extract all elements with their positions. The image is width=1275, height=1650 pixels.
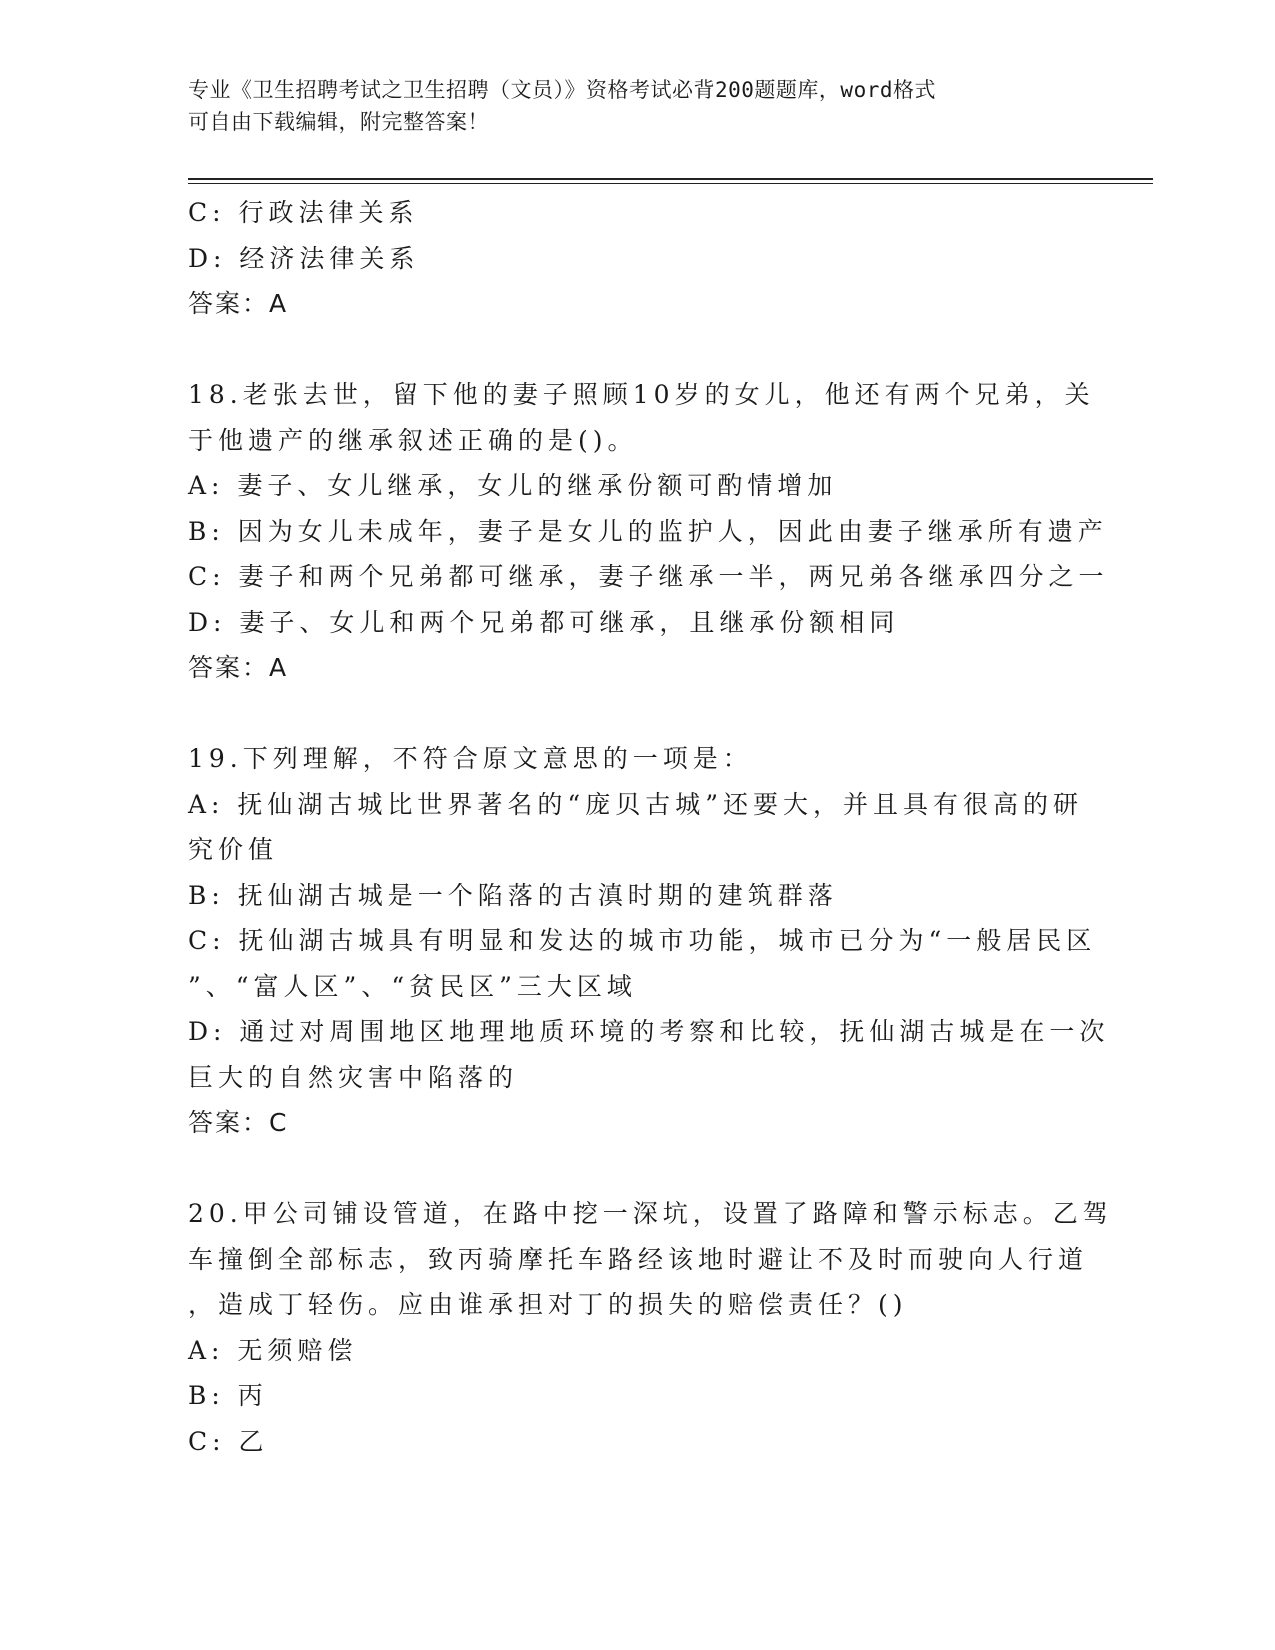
- option-a-cont: 究价值: [188, 835, 279, 864]
- option-c: C: 行政法律关系: [188, 198, 419, 227]
- question-20: [188, 1191, 1113, 1464]
- header-rule-thick: [188, 178, 1153, 180]
- question-17-tail: [188, 190, 1068, 327]
- question-list: [188, 190, 1113, 1464]
- answer-label: 答案：C: [188, 1108, 289, 1137]
- question-stem-cont: 车撞倒全部标志，致丙骑摩托车路经该地时避让不及时而驶向人行道: [188, 1244, 1089, 1274]
- question-stem: 19.下列理解，不符合原文意思的一项是：: [188, 744, 753, 773]
- option-d: D: 通过对周围地区地理地质环境的考察和比较，抚仙湖古城是在一次: [188, 1017, 1110, 1046]
- header-rule-thin: [188, 183, 1153, 184]
- option-d: D: 妻子、女儿和两个兄弟都可继承，且继承份额相同: [188, 607, 900, 637]
- question-stem-cont: 于他遗产的继承叙述正确的是()。: [188, 425, 638, 455]
- option-d: D: 经济法律关系: [188, 243, 420, 273]
- option-c: C: 妻子和两个兄弟都可继承，妻子继承一半，两兄弟各继承四分之一: [188, 562, 1109, 591]
- question-19: [188, 736, 1110, 1146]
- document-header: [188, 74, 1078, 138]
- option-b: B: 因为女儿未成年，妻子是女儿的监护人，因此由妻子继承所有遗产: [188, 516, 1108, 546]
- option-c: C: 乙: [188, 1426, 269, 1456]
- header-line-1: 专业《卫生招聘考试之卫生招聘（文员）》资格考试必背200题题库，word格式: [188, 78, 936, 102]
- question-stem: 20.甲公司铺设管道，在路中挖一深坑，设置了路障和警示标志。乙驾: [188, 1199, 1113, 1228]
- option-a: A: 抚仙湖古城比世界著名的“庞贝古城”还要大，并且具有很高的研: [188, 789, 1083, 819]
- option-c: C: 抚仙湖古城具有明显和发达的城市功能，城市已分为“一般居民区: [188, 926, 1097, 955]
- question-18: [188, 372, 1109, 691]
- question-stem: 18.老张去世，留下他的妻子照顾10岁的女儿，他还有两个兄弟，关: [188, 380, 1095, 409]
- option-b: B: 抚仙湖古城是一个陷落的古滇时期的建筑群落: [188, 880, 838, 910]
- option-a: A: 妻子、女儿继承，女儿的继承份额可酌情增加: [188, 471, 838, 500]
- option-b: B: 丙: [188, 1381, 268, 1410]
- option-a: A: 无须赔偿: [188, 1335, 358, 1365]
- answer-label: 答案：A: [188, 653, 289, 682]
- answer-label: 答案：A: [188, 289, 289, 318]
- header-line-2: 可自由下载编辑，附完整答案！: [188, 110, 489, 134]
- option-c-cont: ”、“富人区”、“贫民区”三大区域: [188, 971, 637, 1001]
- question-stem-cont: ，造成丁轻伤。应由谁承担对丁的损失的赔偿责任？(): [188, 1290, 908, 1319]
- option-d-cont: 巨大的自然灾害中陷落的: [188, 1062, 519, 1092]
